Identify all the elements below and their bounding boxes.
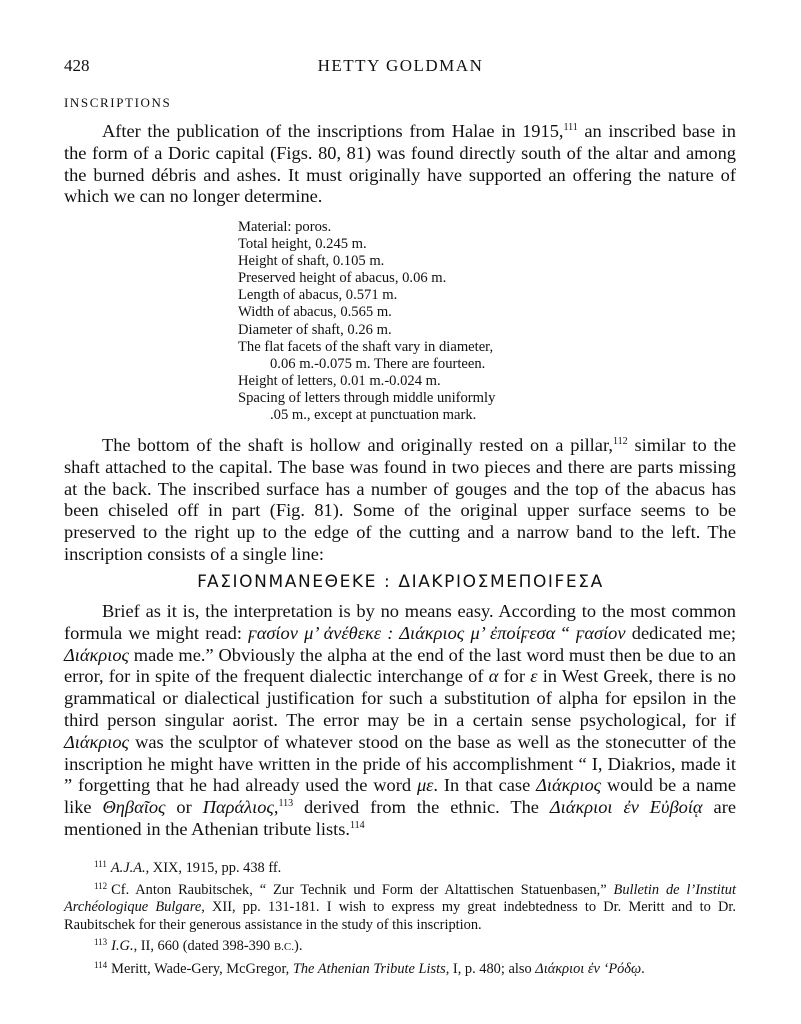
paragraph-text: are mentioned in the Athenian tribute lists. (64, 797, 736, 839)
footnotes (64, 856, 736, 979)
paragraph-text: . In that case (433, 775, 537, 796)
measurement-line: Height of shaft, 0.105 m. (238, 253, 385, 270)
measurement-line: Material: poros. (238, 219, 332, 235)
paragraph-text: an inscribed base in the form of a Doric capital (Figs. 80, 81) was found directly south of the altar and among the burned débris and ashes. It must originally have supported an offering the nature of which we can no longer determine. (64, 121, 736, 207)
footnote-ref[interactable]: 114 (350, 819, 365, 831)
greek-phrase: ϝασίον (575, 622, 626, 643)
measurement-line: Diameter of shaft, 0.26 m. (238, 321, 392, 338)
measurement-line: Spacing of letters through middle uniformly (238, 389, 496, 406)
footnote-114 (64, 957, 736, 979)
measurement-line: Total height, 0.245 m. (238, 236, 367, 253)
greek-phrase: Θηβαῖος (102, 797, 166, 818)
paragraph-text: made me.” Obviously the alpha at the end of the last word must then be due to an error, for in spite of the frequent dialectic interchange of (64, 644, 736, 687)
journal-title: I.G. (111, 938, 134, 955)
paragraph-text: or (165, 797, 203, 818)
greek-phrase: ε (530, 666, 538, 687)
paragraph-text: The bottom of the shaft is hollow and originally rested on a pillar, (102, 435, 613, 455)
journal-title: A.J.A. (110, 860, 146, 876)
footnote-ref[interactable]: 111 (563, 122, 578, 133)
paragraph-text: After the publication of the inscriptions from Halae in 1915, (102, 121, 564, 141)
paragraph-text: similar to the shaft attached to the capital. The base was found in two pieces and there are parts missing at the back. The inscribed surface has a number of gouges and the top of the abacus has been chiseled off in part (Fig. 81). Some of the original upper surface seems to be preserved to the right up to the edge of the cutting and a narrow band to the left. The inscription consists of a single line: (64, 435, 736, 564)
greek-phrase: Διάκριος (64, 731, 129, 752)
inscription-text: FAΣIONMANEΘEKE : ΔIAKPIOΣMEΠOIFEΣA (197, 572, 604, 592)
paragraph-description (64, 435, 736, 566)
section-heading: INSCRIPTIONS (64, 95, 172, 110)
paragraph-text: would be a name like (64, 775, 736, 818)
greek-phrase: Διάκριοι ἐν Εὐβοίᾳ (549, 797, 703, 818)
page-number: 428 (64, 56, 90, 75)
paragraph-text: derived from the ethnic. The (293, 797, 550, 818)
running-title: HETTY GOLDMAN (317, 56, 484, 75)
paragraph-interpretation (64, 601, 736, 841)
greek-phrase: με (416, 775, 434, 796)
paragraph-text: “ (555, 622, 576, 643)
footnote-text: , XII, pp. 131-181. I wish to express my great indebtedness to Dr. Meritt and to Dr. Raubitschek for their generous assistance in the study of this inscription. (64, 899, 736, 933)
paragraph-text: , (273, 797, 279, 818)
footnote-text: , II, 660 (dated 398-390 (133, 938, 274, 955)
greek-phrase: Διάκριοι ἐν ‘Ρόδῳ (535, 960, 642, 977)
measurements-list (238, 219, 578, 424)
footnote-text: , XIX, 1915, pp. 438 ff. (145, 860, 282, 876)
measurement-line: Preserved height of abacus, 0.06 m. (238, 270, 447, 287)
footnote-number: 112 (94, 880, 108, 891)
footnote-ref[interactable]: 112 (612, 436, 628, 447)
measurement-line: Height of letters, 0.01 m.-0.024 m. (238, 372, 441, 389)
paragraph-text: dedicated me; (625, 622, 737, 643)
footnote-text: Meritt, Wade-Gery, McGregor, (111, 960, 293, 977)
measurement-line: .05 m., except at punctuation mark. (270, 407, 477, 424)
footnote-112 (64, 878, 736, 935)
paragraph-intro (64, 121, 736, 208)
footnote-number: 111 (94, 859, 107, 869)
measurement-line: Length of abacus, 0.571 m. (238, 287, 398, 304)
journal-title: Bulletin de l’Institut Archéologique Bulgare (64, 881, 736, 916)
greek-phrase: ϝασίον μ’ ἀνέθεκε : Διάκριος μ’ ἐποίϝεσα (248, 622, 556, 643)
footnote-113 (64, 934, 736, 957)
greek-phrase: Παράλιος (202, 797, 274, 818)
greek-phrase: Διάκριος (536, 775, 602, 796)
paragraph-text: for (498, 666, 531, 687)
footnote-text: ). (294, 938, 303, 955)
footnote-111 (64, 856, 736, 878)
measurement-line: 0.06 m.-0.075 m. There are fourteen. (270, 355, 486, 372)
footnote-text: . (641, 960, 645, 977)
running-head (64, 56, 737, 78)
measurement-line: Width of abacus, 0.565 m. (238, 304, 392, 321)
paragraph-text: Brief as it is, the interpretation is by no means easy. According to the most common formula we might read: (64, 601, 736, 643)
paragraph-text: was the sculptor of whatever stood on the base as well as the stonecutter of the inscription he might have written in the pride of his accomplishment “ I, Diakrios, made it ” forgetting that he had already used the word (64, 731, 736, 796)
paragraph-text: in West Greek, there is no grammatical or dialectical justification for such a substitution of alpha for epsilon in the third person singular aorist. The error may be in a certain sense psychological, for if (64, 666, 737, 730)
greek-phrase: α (488, 666, 499, 687)
footnote-text: , I, p. 480; also (445, 960, 536, 977)
footnote-ref[interactable]: 113 (278, 798, 294, 810)
footnote-text: Cf. Anton Raubitschek, “ Zur Technik und Form der Altattischen Statuenbasen,” (111, 881, 614, 898)
greek-phrase: Διάκριος (64, 644, 129, 665)
footnote-number: 114 (94, 959, 108, 970)
book-title: The Athenian Tribute Lists (292, 960, 446, 977)
measurement-line: The flat facets of the shaft vary in diameter, (238, 338, 494, 355)
footnote-number: 113 (94, 937, 108, 948)
era-abbreviation: B.C. (273, 941, 295, 954)
